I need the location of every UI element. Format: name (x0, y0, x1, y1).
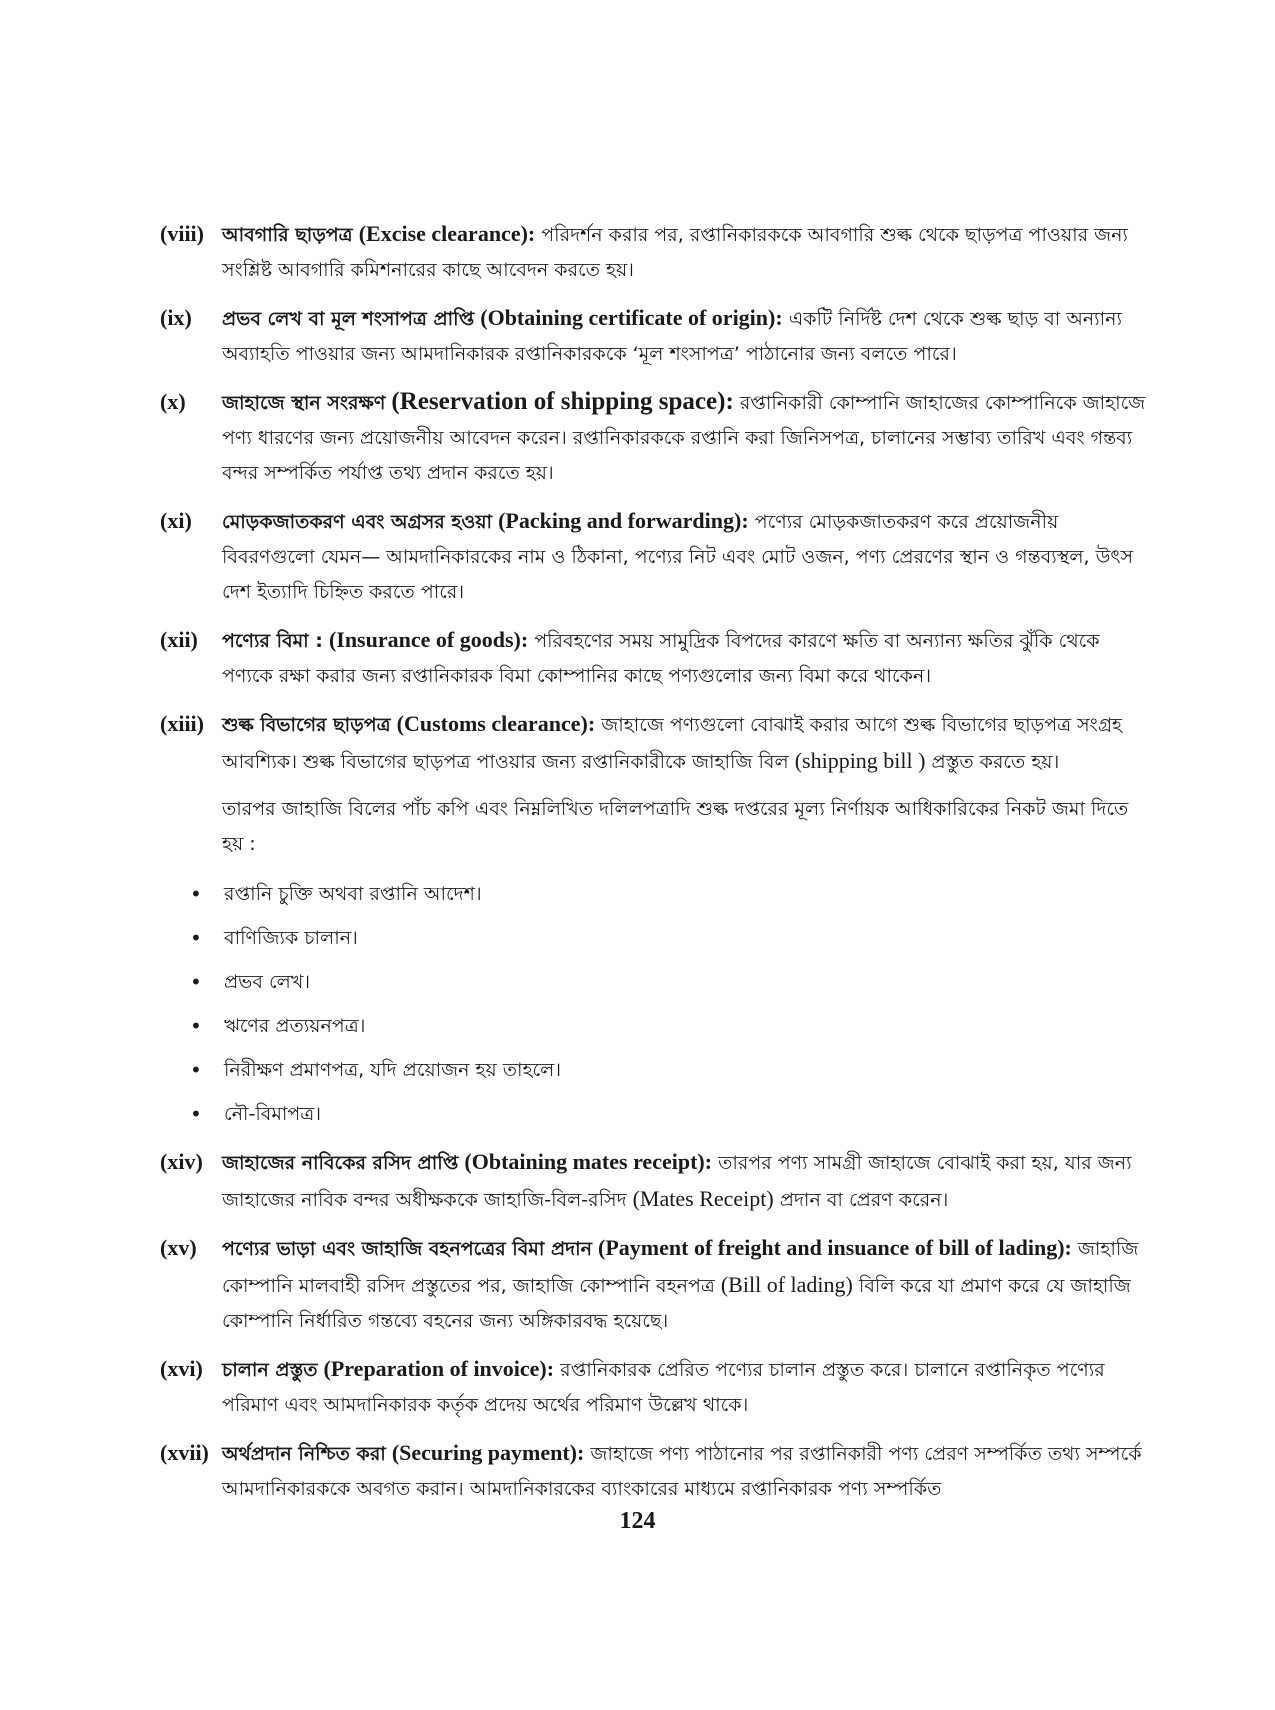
item-heading: মোড়কজাতকরণ এবং অগ্রসর হওয়া (222, 511, 493, 533)
item-body: প্রদান বা প্রেরণ করেন। (779, 1189, 949, 1211)
section-shipping-space (160, 384, 1155, 491)
bullet-icon: • (190, 970, 202, 994)
item-body-english: (Bill of lading) (720, 1272, 853, 1297)
item-heading: শুল্ক বিভাগের ছাড়পত্র (222, 714, 391, 736)
customs-documents-intro: তারপর জাহাজি বিলের পাঁচ কপি এবং নিম্নলিখিত দলিলপত্রাদি শুল্ক দপ্তরের মূল্য নির্ণায়ক আধিকারিকের নিকট জমা দিতে হয় : (222, 798, 1129, 855)
item-body: জাহাজে পণ্য পাঠানোর পর রপ্তানিকারী পণ্য প্রেরণ সম্পর্কিত তথ্য সম্পর্কে আমদানিকারককে অবগত করান। আমদানিকারকের ব্যাংকারের মাধ্যমে রপ্তানিকারক পণ্য সম্পর্কিত (222, 1443, 1142, 1500)
section-customs-clearance (160, 706, 1155, 780)
page-content (160, 216, 1155, 1519)
section-packing-forwarding (160, 503, 1155, 610)
item-heading: পণ্যের বিমা : (222, 630, 323, 652)
item-body: তারপর পণ্য সামগ্রী জাহাজে বোঝাই করা হয়, যার জন্য জাহাজের নাবিক বন্দর অধীক্ষককে জাহাজি-বিল-রসিদ (222, 1152, 1132, 1211)
item-number: (ix) (160, 305, 192, 330)
item-body-english: (shipping bill ) (794, 748, 926, 773)
list-item: • ঋণের প্রত্যয়নপত্র। (190, 1004, 1155, 1048)
section-mates-receipt (160, 1144, 1155, 1218)
item-body: প্রস্তুত করতে হয়। (931, 751, 1060, 773)
section-preparation-of-invoice (160, 1351, 1155, 1423)
item-heading: জাহাজের নাবিকের রসিদ প্রাপ্তি (222, 1152, 459, 1174)
item-body: জাহাজি কোম্পানি মালবাহী রসিদ প্রস্তুতের পর, জাহাজি কোম্পানি বহনপত্র (222, 1238, 1139, 1297)
item-heading-english: (Securing payment): (391, 1440, 585, 1465)
item-heading: আবগারি ছাড়পত্র (222, 224, 353, 246)
item-number: (xvii) (160, 1440, 209, 1465)
item-body: বিলি করে যা প্রমাণ করে যে জাহাজি কোম্পানি নির্ধারিত গন্তব্যে বহনের জন্য অঙ্গিকারবদ্ধ হয়েছে। (222, 1275, 1131, 1332)
section-insurance-of-goods (160, 622, 1155, 694)
section-excise-clearance (160, 216, 1155, 288)
section-certificate-of-origin (160, 300, 1155, 372)
item-number: (xiii) (160, 711, 204, 736)
item-body-english: (Mates Receipt) (632, 1186, 774, 1211)
list-item: • প্রভব লেখ। (190, 960, 1155, 1004)
bullet-icon: • (190, 1102, 202, 1126)
bullet-icon: • (190, 882, 202, 906)
item-number: (xi) (160, 508, 192, 533)
list-item: • নিরীক্ষণ প্রমাণপত্র, যদি প্রয়োজন হয় তাহলে। (190, 1048, 1155, 1092)
item-number: (x) (160, 389, 186, 414)
item-body: পরিবহণের সময় সামুদ্রিক বিপদের কারণে ক্ষতি বা অন্যান্য ক্ষতির ঝুঁকি থেকে পণ্যকে রক্ষা করার জন্য রপ্তানিকারক বিমা কোম্পানির কাছে পণ্যগুলোর জন্য বিমা করে থাকেন। (222, 630, 1100, 687)
item-heading-english: (Packing and forwarding): (498, 508, 749, 533)
item-number: (xiv) (160, 1149, 203, 1174)
section-securing-payment (160, 1435, 1155, 1507)
list-item: • রপ্তানি চুক্তি অথবা রপ্তানি আদেশ। (190, 872, 1155, 916)
item-body: রপ্তানিকারক প্রেরিত পণ্যের চালান প্রস্তুত করে। চালানে রপ্তানিকৃত পণ্যের পরিমাণ এবং আমদানিকারক কর্তৃক প্রদেয় অর্থের পরিমাণ উল্লেখ থাকে। (222, 1359, 1105, 1416)
item-heading-english: (Obtaining certificate of origin): (480, 305, 783, 330)
item-heading-english: (Preparation of invoice): (323, 1356, 555, 1381)
item-heading: অর্থপ্রদান নিশ্চিত করা (222, 1443, 386, 1465)
item-heading: প্রভব লেখ বা মূল শংসাপত্র প্রাপ্তি (222, 308, 475, 330)
item-body: জাহাজে পণ্যগুলো বোঝাই করার আগে শুল্ক বিভাগের ছাড়পত্র সংগ্রহ আবশ্যিক। শুল্ক বিভাগের ছাড়পত্র পাওয়ার জন্য রপ্তানিকারীকে জাহাজি বিল (222, 714, 1123, 773)
item-heading: জাহাজে স্থান সংরক্ষণ (222, 392, 386, 414)
bullet-icon: • (190, 926, 202, 950)
section-bill-of-lading (160, 1230, 1155, 1339)
list-item: • নৌ-বিমাপত্র। (190, 1092, 1155, 1136)
item-heading-english: (Obtaining mates receipt): (464, 1149, 713, 1174)
item-heading: পণ্যের ভাড়া এবং জাহাজি বহনপত্রের বিমা প্রদান (222, 1238, 592, 1260)
item-heading-english: (Excise clearance): (358, 221, 536, 246)
item-heading-english: (Customs clearance): (396, 711, 596, 736)
item-body: পণ্যের মোড়কজাতকরণ করে প্রয়োজনীয় বিবরণগুলো যেমন— আমদানিকারকের নাম ও ঠিকানা, পণ্যের নিট এবং মোট ওজন, পণ্য প্রেরণের স্থান ও গন্তব্যস্থল, উৎস দেশ ইত্যাদি চিহ্নিত করতে পারে। (222, 511, 1134, 603)
item-heading-english: (Insurance of goods): (328, 627, 529, 652)
list-item: • বাণিজ্যিক চালান। (190, 916, 1155, 960)
item-body: রপ্তানিকারী কোম্পানি জাহাজের কোম্পানিকে জাহাজে পণ্য ধারণের জন্য প্রয়োজনীয় আবেদন করেন। রপ্তানিকারককে রপ্তানি করা জিনিসপত্র, চালানের সম্ভাব্য তারিখ এবং গন্তব্য বন্দর সম্পর্কিত পর্যাপ্ত তথ্য প্রদান করতে হয়। (222, 392, 1146, 484)
bullet-icon: • (190, 1058, 202, 1082)
item-number: (viii) (160, 221, 204, 246)
item-body: পরিদর্শন করার পর, রপ্তানিকারককে আবগারি শুল্ক থেকে ছাড়পত্র পাওয়ার জন্য সংশ্লিষ্ট আবগারি কমিশনারের কাছে আবেদন করতে হয়। (222, 224, 1128, 281)
bullet-icon: • (190, 1014, 202, 1038)
customs-documents-list (160, 872, 1155, 1136)
item-number: (xv) (160, 1235, 197, 1260)
item-heading-english: (Reservation of shipping space): (391, 388, 734, 415)
item-number: (xvi) (160, 1356, 203, 1381)
item-body: একটি নির্দিষ্ট দেশ থেকে শুল্ক ছাড় বা অন্যান্য অব্যাহতি পাওয়ার জন্য আমদানিকারক রপ্তানিকারককে ‘মূল শংসাপত্র’ পাঠানোর জন্য বলতে পারে। (222, 308, 1123, 365)
item-heading-english: (Payment of freight and insuance of bill of lading): (598, 1235, 1072, 1260)
page-number: 124 (619, 1508, 656, 1534)
item-number: (xii) (160, 627, 198, 652)
item-heading: চালান প্রস্তুত (222, 1359, 318, 1381)
